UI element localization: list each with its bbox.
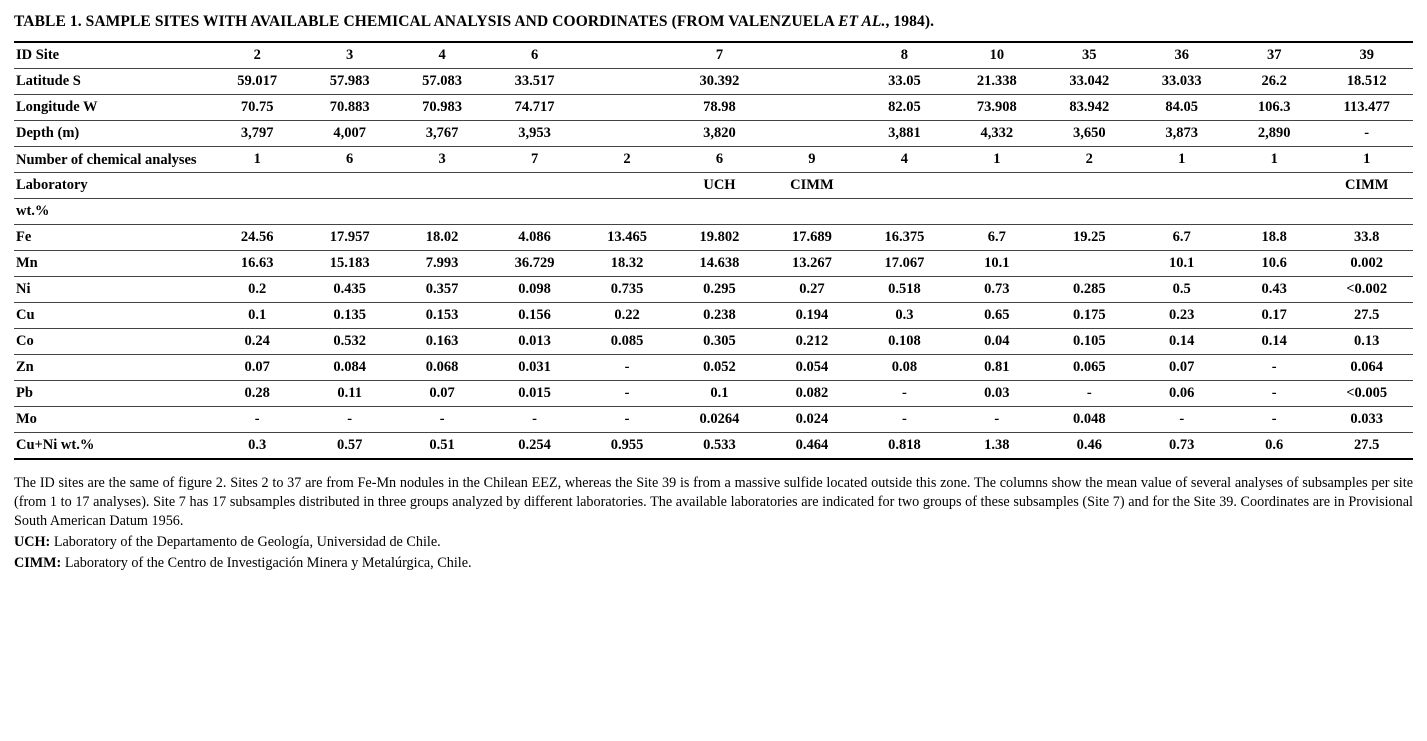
row-label-cu-ni: Cu+Ni wt.%: [14, 433, 211, 460]
caption-suffix: , 1984).: [885, 13, 935, 30]
table-row: [14, 225, 1413, 251]
cell: 19.802: [673, 225, 765, 251]
cell: 0.6: [1228, 433, 1320, 460]
cell: 83.942: [1043, 95, 1135, 121]
table-row: [14, 147, 1413, 173]
cimm-text: Laboratory of the Centro de Investigación Minera y Metalúrgica, Chile.: [61, 554, 472, 571]
cell: 0.2: [211, 277, 303, 303]
cell: 0.013: [488, 329, 580, 355]
uch-abbr: UCH:: [14, 534, 51, 550]
row-label-co: Co: [14, 329, 211, 355]
cell: 14.638: [673, 251, 765, 277]
cell: 0.07: [211, 355, 303, 381]
cell: [396, 173, 488, 199]
cell: -: [1320, 121, 1413, 147]
cell: 6.7: [951, 225, 1043, 251]
cell: 82.05: [858, 95, 950, 121]
cell: 0.73: [951, 277, 1043, 303]
row-label-latitude: Latitude S: [14, 69, 211, 95]
cell: 17.067: [858, 251, 950, 277]
cell: [673, 199, 765, 225]
cell: 0.135: [303, 303, 395, 329]
cell: -: [581, 381, 673, 407]
cell: 0.082: [766, 381, 858, 407]
table-caption: [14, 12, 1413, 31]
cell: [303, 173, 395, 199]
cell: 18.02: [396, 225, 488, 251]
cell: 0.435: [303, 277, 395, 303]
cell: [951, 199, 1043, 225]
cell: 33.042: [1043, 69, 1135, 95]
cell: 17.957: [303, 225, 395, 251]
cell: 2,890: [1228, 121, 1320, 147]
cell: 1: [951, 147, 1043, 173]
cell: 1: [1228, 147, 1320, 173]
cell: 73.908: [951, 95, 1043, 121]
site-col-2: 3: [303, 42, 395, 69]
cell: -: [303, 407, 395, 433]
notes-cimm: [14, 554, 1413, 573]
caption-prefix: TABLE 1. SAMPLE SITES WITH AVAILABLE CHEMICAL ANALYSIS AND COORDINATES (FROM VALENZUELA: [14, 13, 839, 30]
cell: 21.338: [951, 69, 1043, 95]
cell: 0.818: [858, 433, 950, 460]
cell: 6: [303, 147, 395, 173]
cell: 0.81: [951, 355, 1043, 381]
cell: -: [951, 407, 1043, 433]
cell: 0.357: [396, 277, 488, 303]
site-col-7: [766, 42, 858, 69]
site-col-3: 4: [396, 42, 488, 69]
cell: 0.295: [673, 277, 765, 303]
cell: 4: [858, 147, 950, 173]
section-header-row: [14, 199, 1413, 225]
cell: 0.153: [396, 303, 488, 329]
cell: 24.56: [211, 225, 303, 251]
cell: 0.46: [1043, 433, 1135, 460]
cell: 57.083: [396, 69, 488, 95]
table-row: [14, 433, 1413, 460]
cell: 0.238: [673, 303, 765, 329]
cell: [1320, 199, 1413, 225]
cell: 30.392: [673, 69, 765, 95]
cell: 0.57: [303, 433, 395, 460]
cell: 0.11: [303, 381, 395, 407]
cell: 36.729: [488, 251, 580, 277]
cell: [858, 173, 950, 199]
cell: [581, 199, 673, 225]
cell: 0.07: [396, 381, 488, 407]
cell: CIMM: [766, 173, 858, 199]
cell: 70.883: [303, 95, 395, 121]
cell: 0.084: [303, 355, 395, 381]
cell: [303, 199, 395, 225]
cell: 0.108: [858, 329, 950, 355]
cell: [1136, 173, 1228, 199]
cell: 106.3: [1228, 95, 1320, 121]
cell: [488, 199, 580, 225]
cell: 16.63: [211, 251, 303, 277]
cell: 9: [766, 147, 858, 173]
cell: 0.17: [1228, 303, 1320, 329]
cell: 13.267: [766, 251, 858, 277]
cell: 0.65: [951, 303, 1043, 329]
cell: 15.183: [303, 251, 395, 277]
cell: -: [488, 407, 580, 433]
row-label-laboratory: Laboratory: [14, 173, 211, 199]
cell: 1: [211, 147, 303, 173]
cell: 0.43: [1228, 277, 1320, 303]
section-header-wt-percent: wt.%: [14, 199, 211, 225]
cell: 27.5: [1320, 303, 1413, 329]
cell: 1: [1136, 147, 1228, 173]
cell: 0.735: [581, 277, 673, 303]
cell: 13.465: [581, 225, 673, 251]
table-row: [14, 407, 1413, 433]
cell: 0.27: [766, 277, 858, 303]
cell: 2: [1043, 147, 1135, 173]
cell: 4,007: [303, 121, 395, 147]
cell: 78.98: [673, 95, 765, 121]
cell: 16.375: [858, 225, 950, 251]
site-col-9: 10: [951, 42, 1043, 69]
cell: 0.0264: [673, 407, 765, 433]
cell: 0.24: [211, 329, 303, 355]
cell: 0.03: [951, 381, 1043, 407]
cell: 0.1: [211, 303, 303, 329]
cimm-abbr: CIMM:: [14, 554, 62, 571]
cell: 70.75: [211, 95, 303, 121]
cell: 6.7: [1136, 225, 1228, 251]
cell: -: [581, 407, 673, 433]
cell: 0.3: [211, 433, 303, 460]
cell: [211, 173, 303, 199]
table-row: [14, 303, 1413, 329]
site-col-12: 37: [1228, 42, 1320, 69]
cell: 0.3: [858, 303, 950, 329]
site-col-8: 8: [858, 42, 950, 69]
row-label-zn: Zn: [14, 355, 211, 381]
cell: 3,881: [858, 121, 950, 147]
cell: 0.06: [1136, 381, 1228, 407]
cell: -: [858, 407, 950, 433]
site-col-6: 7: [673, 42, 765, 69]
cell: 0.08: [858, 355, 950, 381]
cell: 1.38: [951, 433, 1043, 460]
cell: 0.064: [1320, 355, 1413, 381]
cell: <0.002: [1320, 277, 1413, 303]
cell: 6: [673, 147, 765, 173]
uch-text: Laboratory of the Departamento de Geología, Universidad de Chile.: [50, 534, 441, 550]
cell: 0.024: [766, 407, 858, 433]
cell: 0.5: [1136, 277, 1228, 303]
site-col-4: 6: [488, 42, 580, 69]
cell: [1228, 173, 1320, 199]
cell: 0.518: [858, 277, 950, 303]
header-id-site: ID Site: [14, 42, 211, 69]
cell: 0.068: [396, 355, 488, 381]
cell: 0.033: [1320, 407, 1413, 433]
cell: [766, 69, 858, 95]
cell: [1136, 199, 1228, 225]
cell: 33.05: [858, 69, 950, 95]
cell: 10.1: [1136, 251, 1228, 277]
cell: 113.477: [1320, 95, 1413, 121]
cell: [396, 199, 488, 225]
cell: [1228, 199, 1320, 225]
cell: [1043, 251, 1135, 277]
row-label-depth: Depth (m): [14, 121, 211, 147]
cell: 3,873: [1136, 121, 1228, 147]
site-col-5: [581, 42, 673, 69]
table-row: [14, 173, 1413, 199]
table-notes: [14, 474, 1413, 572]
table-row: [14, 381, 1413, 407]
cell: -: [211, 407, 303, 433]
cell: [766, 121, 858, 147]
sample-sites-table: [14, 41, 1413, 460]
cell: 0.04: [951, 329, 1043, 355]
cell: 17.689: [766, 225, 858, 251]
cell: 26.2: [1228, 69, 1320, 95]
cell: 0.28: [211, 381, 303, 407]
row-label-pb: Pb: [14, 381, 211, 407]
cell: 0.533: [673, 433, 765, 460]
cell: 84.05: [1136, 95, 1228, 121]
cell: [488, 173, 580, 199]
cell: 59.017: [211, 69, 303, 95]
cell: [951, 173, 1043, 199]
caption-italic: ET AL.: [838, 13, 886, 30]
row-label-mn: Mn: [14, 251, 211, 277]
cell: [581, 69, 673, 95]
table-row: [14, 69, 1413, 95]
cell: 0.955: [581, 433, 673, 460]
cell: [766, 199, 858, 225]
cell: 0.285: [1043, 277, 1135, 303]
cell: 70.983: [396, 95, 488, 121]
cell: 0.07: [1136, 355, 1228, 381]
cell: 0.105: [1043, 329, 1135, 355]
cell: 0.14: [1136, 329, 1228, 355]
cell: 4,332: [951, 121, 1043, 147]
cell: 0.015: [488, 381, 580, 407]
cell: 0.054: [766, 355, 858, 381]
cell: 33.517: [488, 69, 580, 95]
cell: 0.002: [1320, 251, 1413, 277]
cell: 0.175: [1043, 303, 1135, 329]
cell: [1043, 173, 1135, 199]
cell: -: [581, 355, 673, 381]
cell: 0.23: [1136, 303, 1228, 329]
cell: 18.8: [1228, 225, 1320, 251]
cell: 0.098: [488, 277, 580, 303]
cell: 4.086: [488, 225, 580, 251]
cell: 18.32: [581, 251, 673, 277]
cell: 7: [488, 147, 580, 173]
table-row: [14, 277, 1413, 303]
table-row: [14, 95, 1413, 121]
notes-paragraph: The ID sites are the same of figure 2. Sites 2 to 37 are from Fe-Mn nodules in the Chilean EEZ, whereas the Site 39 is from a massive sulfide located outside this zone. The columns show the mean value of several analyses of subsamples per site (from 1 to 17 analyses). Site 7 has 17 subsamples distributed in three groups analyzed by different laboratories. The available laboratories are indicated for two groups of these subsamples (Site 7) and for the Site 39. Coordinates are in Provisional South American Datum 1956.: [14, 475, 1413, 530]
row-label-mo: Mo: [14, 407, 211, 433]
site-col-13: 39: [1320, 42, 1413, 69]
site-col-10: 35: [1043, 42, 1135, 69]
cell: 0.194: [766, 303, 858, 329]
cell: 19.25: [1043, 225, 1135, 251]
cell: [766, 95, 858, 121]
cell: 0.065: [1043, 355, 1135, 381]
cell: 0.254: [488, 433, 580, 460]
cell: 0.052: [673, 355, 765, 381]
notes-uch: [14, 533, 1413, 552]
cell: 33.033: [1136, 69, 1228, 95]
cell: 10.6: [1228, 251, 1320, 277]
cell: [581, 121, 673, 147]
cell: 0.73: [1136, 433, 1228, 460]
cell: 0.1: [673, 381, 765, 407]
cell: -: [1228, 407, 1320, 433]
table-header-row: [14, 42, 1413, 69]
cell: [858, 199, 950, 225]
cell: [1043, 199, 1135, 225]
row-label-longitude: Longitude W: [14, 95, 211, 121]
cell: 3,953: [488, 121, 580, 147]
cell: 0.163: [396, 329, 488, 355]
cell: [581, 173, 673, 199]
cell: 0.14: [1228, 329, 1320, 355]
cell: 1: [1320, 147, 1413, 173]
cell: 0.464: [766, 433, 858, 460]
cell: 3: [396, 147, 488, 173]
cell: 27.5: [1320, 433, 1413, 460]
row-label-fe: Fe: [14, 225, 211, 251]
cell: 0.305: [673, 329, 765, 355]
cell: 0.212: [766, 329, 858, 355]
cell: 0.51: [396, 433, 488, 460]
cell: -: [858, 381, 950, 407]
cell: -: [1228, 381, 1320, 407]
cell: 3,650: [1043, 121, 1135, 147]
cell: 0.156: [488, 303, 580, 329]
cell: 33.8: [1320, 225, 1413, 251]
cell: -: [1228, 355, 1320, 381]
cell: -: [396, 407, 488, 433]
cell: -: [1136, 407, 1228, 433]
cell: UCH: [673, 173, 765, 199]
cell: 0.048: [1043, 407, 1135, 433]
site-col-11: 36: [1136, 42, 1228, 69]
cell: 0.22: [581, 303, 673, 329]
cell: 57.983: [303, 69, 395, 95]
row-label-ni: Ni: [14, 277, 211, 303]
cell: 7.993: [396, 251, 488, 277]
row-label-cu: Cu: [14, 303, 211, 329]
cell: 18.512: [1320, 69, 1413, 95]
site-col-1: 2: [211, 42, 303, 69]
cell: [581, 95, 673, 121]
cell: 0.031: [488, 355, 580, 381]
cell: 10.1: [951, 251, 1043, 277]
cell: 0.085: [581, 329, 673, 355]
cell: 3,767: [396, 121, 488, 147]
table-row: [14, 355, 1413, 381]
cell: 3,820: [673, 121, 765, 147]
cell: 3,797: [211, 121, 303, 147]
cell: 74.717: [488, 95, 580, 121]
cell: <0.005: [1320, 381, 1413, 407]
cell: CIMM: [1320, 173, 1413, 199]
cell: 0.532: [303, 329, 395, 355]
cell: 0.13: [1320, 329, 1413, 355]
row-label-number-of-analyses: Number of chemical analyses: [14, 147, 211, 173]
table-row: [14, 121, 1413, 147]
table-row: [14, 251, 1413, 277]
cell: [211, 199, 303, 225]
cell: 2: [581, 147, 673, 173]
cell: -: [1043, 381, 1135, 407]
table-row: [14, 329, 1413, 355]
